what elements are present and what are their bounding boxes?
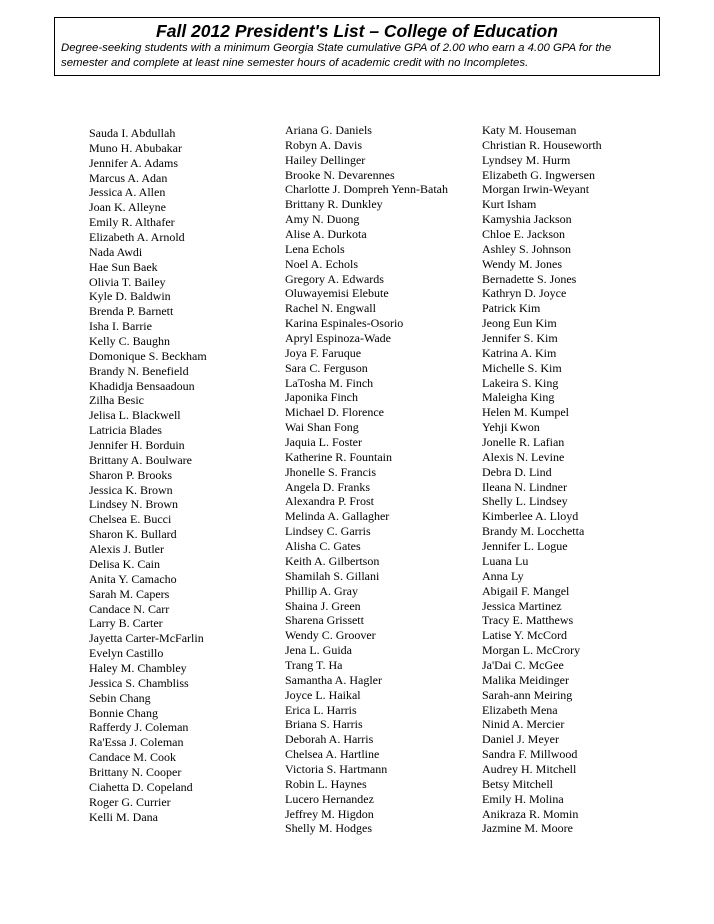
student-name: LaTosha M. Finch: [285, 375, 374, 390]
student-name: Emily R. Althafer: [89, 215, 175, 230]
student-name: Anikraza R. Momin: [482, 806, 579, 821]
student-name: Brenda P. Barnett: [89, 304, 174, 319]
student-name: Morgan L. McCrory: [482, 643, 581, 658]
student-name: Gregory A. Edwards: [285, 271, 384, 286]
student-name: Ileana N. Lindner: [482, 479, 567, 494]
student-name: Erica L. Harris: [285, 702, 357, 717]
student-name: Kathryn D. Joyce: [482, 286, 567, 301]
student-name: Alisha C. Gates: [285, 539, 361, 554]
student-name: Katherine R. Fountain: [285, 449, 392, 464]
student-name: Jena L. Guida: [285, 643, 352, 658]
student-name: Lindsey C. Garris: [285, 524, 371, 539]
student-name: Shaina J. Green: [285, 598, 361, 613]
student-name: Nada Awdi: [89, 244, 143, 259]
student-name: Ja'Dai C. McGee: [482, 657, 564, 672]
student-name: Alexis N. Levine: [482, 449, 565, 464]
student-name: Jessica S. Chambliss: [89, 675, 189, 690]
student-name: Betsy Mitchell: [482, 776, 553, 791]
student-name: Patrick Kim: [482, 301, 541, 316]
student-name: Morgan Irwin-Weyant: [482, 182, 590, 197]
student-name: Elizabeth Mena: [482, 702, 558, 717]
student-name: Angela D. Franks: [285, 479, 370, 494]
student-name: Shelly M. Hodges: [285, 821, 372, 836]
student-name: Samantha A. Hagler: [285, 672, 382, 687]
student-name: Keith A. Gilbertson: [285, 553, 380, 568]
student-name: Chelsea A. Hartline: [285, 747, 380, 762]
student-name: Evelyn Castillo: [89, 646, 164, 661]
student-name: Brittany N. Cooper: [89, 764, 182, 779]
student-name: Katy M. Houseman: [482, 123, 577, 137]
student-name: Marcus A. Adan: [89, 170, 168, 185]
student-name: Sarah-ann Meiring: [482, 687, 573, 702]
student-name: Jazmine M. Moore: [482, 821, 573, 836]
student-name: Chloe E. Jackson: [482, 227, 565, 242]
student-name: Brooke N. Devarennes: [285, 167, 395, 182]
student-name: Lyndsey M. Hurm: [482, 152, 571, 167]
student-name: Lena Echols: [285, 241, 345, 256]
page-title: Fall 2012 President's List – College of Education: [156, 21, 558, 41]
student-name: Zilha Besic: [89, 393, 144, 408]
student-name: Apryl Espinoza-Wade: [285, 331, 391, 346]
student-name: Jeong Eun Kim: [482, 316, 557, 331]
student-name: Sarah M. Capers: [89, 586, 170, 601]
student-name: Karina Espinales-Osorio: [285, 316, 404, 331]
name-column-1: [89, 126, 207, 824]
student-name: Sharon P. Brooks: [89, 467, 173, 482]
student-name: Wendy M. Jones: [482, 256, 563, 271]
student-name: Alexandra P. Frost: [285, 494, 374, 509]
student-name: Sharena Grissett: [285, 613, 364, 628]
student-name: Anna Ly: [482, 568, 524, 583]
student-name: Kimberlee A. Lloyd: [482, 509, 579, 524]
student-name: Joan K. Alleyne: [89, 200, 166, 215]
student-name: Jeffrey M. Higdon: [285, 806, 374, 821]
student-name: Lakeira S. King: [482, 375, 559, 390]
student-name: Ciahetta D. Copeland: [89, 779, 193, 794]
student-name: Larry B. Carter: [89, 616, 163, 631]
student-name: Jennifer L. Logue: [482, 539, 568, 554]
student-name: Ra'Essa J. Coleman: [89, 735, 184, 750]
student-name: Latricia Blades: [89, 423, 162, 438]
student-name: Yehji Kwon: [482, 420, 540, 435]
student-name: Shamilah S. Gillani: [285, 568, 380, 583]
student-name: Amy N. Duong: [285, 212, 360, 227]
student-name: Jennifer S. Kim: [482, 331, 558, 346]
student-name: Brittany A. Boulware: [89, 452, 192, 467]
student-name: Kyle D. Baldwin: [89, 289, 171, 304]
student-name: Rachel N. Engwall: [285, 301, 376, 316]
student-name: Ariana G. Daniels: [285, 123, 372, 137]
student-name: Khadidja Bensaadoun: [89, 378, 195, 393]
student-name: Jaquia L. Foster: [285, 435, 362, 450]
student-name: Sebin Chang: [89, 690, 151, 705]
student-name: Victoria S. Hartmann: [285, 761, 388, 776]
student-name: Jennifer A. Adams: [89, 155, 178, 170]
student-name: Alexis J. Butler: [89, 542, 164, 557]
student-name: Alise A. Durkota: [285, 227, 367, 242]
student-name: Isha I. Barrie: [89, 319, 152, 334]
student-name: Jayetta Carter-McFarlin: [89, 631, 204, 646]
student-name: Audrey H. Mitchell: [482, 761, 577, 776]
student-name: Chelsea E. Bucci: [89, 512, 172, 527]
student-name: Hae Sun Baek: [89, 259, 158, 274]
student-name: Roger G. Currier: [89, 794, 171, 809]
student-name: Jessica Martinez: [482, 598, 562, 613]
student-name: Lindsey N. Brown: [89, 497, 178, 512]
student-name: Kurt Isham: [482, 197, 537, 212]
student-name: Phillip A. Gray: [285, 583, 359, 598]
student-name: Jhonelle S. Francis: [285, 464, 376, 479]
student-name: Wendy C. Groover: [285, 628, 376, 643]
student-name: Jennifer H. Borduin: [89, 438, 185, 453]
student-name: Jessica A. Allen: [89, 185, 166, 200]
student-name: Sauda I. Abdullah: [89, 126, 176, 140]
name-column-3: [482, 123, 602, 836]
student-name: Bernadette S. Jones: [482, 271, 577, 286]
student-name: Joya F. Faruque: [285, 345, 362, 360]
student-name: Elizabeth G. Ingwersen: [482, 167, 595, 182]
student-name: Katrina A. Kim: [482, 345, 557, 360]
student-name: Daniel J. Meyer: [482, 732, 559, 747]
name-column-2: [285, 123, 448, 836]
student-name: Trang T. Ha: [285, 657, 343, 672]
student-name: Jelisa L. Blackwell: [89, 408, 181, 423]
student-name: Joyce L. Haikal: [285, 687, 361, 702]
student-name: Rafferdy J. Coleman: [89, 720, 189, 735]
student-name: Muno H. Abubakar: [89, 140, 182, 155]
student-name: Luana Lu: [482, 553, 529, 568]
student-name: Deborah A. Harris: [285, 732, 374, 747]
student-name: Bonnie Chang: [89, 705, 158, 720]
student-name: Brandy M. Locchetta: [482, 524, 585, 539]
student-name: Christian R. Houseworth: [482, 137, 602, 152]
student-name: Elizabeth A. Arnold: [89, 230, 185, 245]
student-name: Jonelle R. Lafian: [482, 435, 565, 450]
header-box: [54, 17, 660, 76]
student-name: Abigail F. Mangel: [482, 583, 570, 598]
student-name: Oluwayemisi Elebute: [285, 286, 389, 301]
student-name: Wai Shan Fong: [285, 420, 359, 435]
student-name: Ninid A. Mercier: [482, 717, 565, 732]
student-name: Kamyshia Jackson: [482, 212, 572, 227]
student-name: Sharon K. Bullard: [89, 527, 177, 542]
student-name: Hailey Dellinger: [285, 152, 366, 167]
student-name: Domonique S. Beckham: [89, 348, 207, 363]
student-name: Maleigha King: [482, 390, 555, 405]
student-name: Charlotte J. Dompreh Yenn-Batah: [285, 182, 448, 197]
student-name: Robyn A. Davis: [285, 137, 363, 152]
student-name: Shelly L. Lindsey: [482, 494, 568, 509]
student-name: Brandy N. Benefield: [89, 363, 189, 378]
student-name: Ashley S. Johnson: [482, 241, 572, 256]
student-name: Michael D. Florence: [285, 405, 384, 420]
student-name: Robin L. Haynes: [285, 776, 367, 791]
student-name: Melinda A. Gallagher: [285, 509, 390, 524]
student-name: Lucero Hernandez: [285, 791, 374, 806]
student-name: Haley M. Chambley: [89, 660, 187, 675]
student-name: Brittany R. Dunkley: [285, 197, 383, 212]
student-name: Debra D. Lind: [482, 464, 552, 479]
page-subtitle: Degree-seeking students with a minimum Georgia State cumulative GPA of 2.00 who earn a 4.00 GPA for the semester and complete at least nine semester hours of academic credit with no Incompletes.: [61, 42, 612, 69]
student-name: Helen M. Kumpel: [482, 405, 569, 420]
student-name: Malika Meidinger: [482, 672, 569, 687]
student-name: Japonika Finch: [285, 390, 358, 405]
student-name: Briana S. Harris: [285, 717, 363, 732]
student-name: Jessica K. Brown: [89, 482, 173, 497]
student-name: Kelly C. Baughn: [89, 334, 170, 349]
student-name: Olivia T. Bailey: [89, 274, 166, 289]
student-name: Tracy E. Matthews: [482, 613, 574, 628]
student-name: Delisa K. Cain: [89, 556, 160, 571]
student-name: Kelli M. Dana: [89, 809, 158, 824]
student-name: Anita Y. Camacho: [89, 571, 177, 586]
student-name: Noel A. Echols: [285, 256, 358, 271]
student-name: Candace N. Carr: [89, 601, 170, 616]
student-name: Sara C. Ferguson: [285, 360, 368, 375]
student-name: Emily H. Molina: [482, 791, 564, 806]
student-name: Michelle S. Kim: [482, 360, 562, 375]
student-name: Latise Y. McCord: [482, 628, 567, 643]
student-name: Candace M. Cook: [89, 750, 176, 765]
student-name: Sandra F. Millwood: [482, 747, 578, 762]
